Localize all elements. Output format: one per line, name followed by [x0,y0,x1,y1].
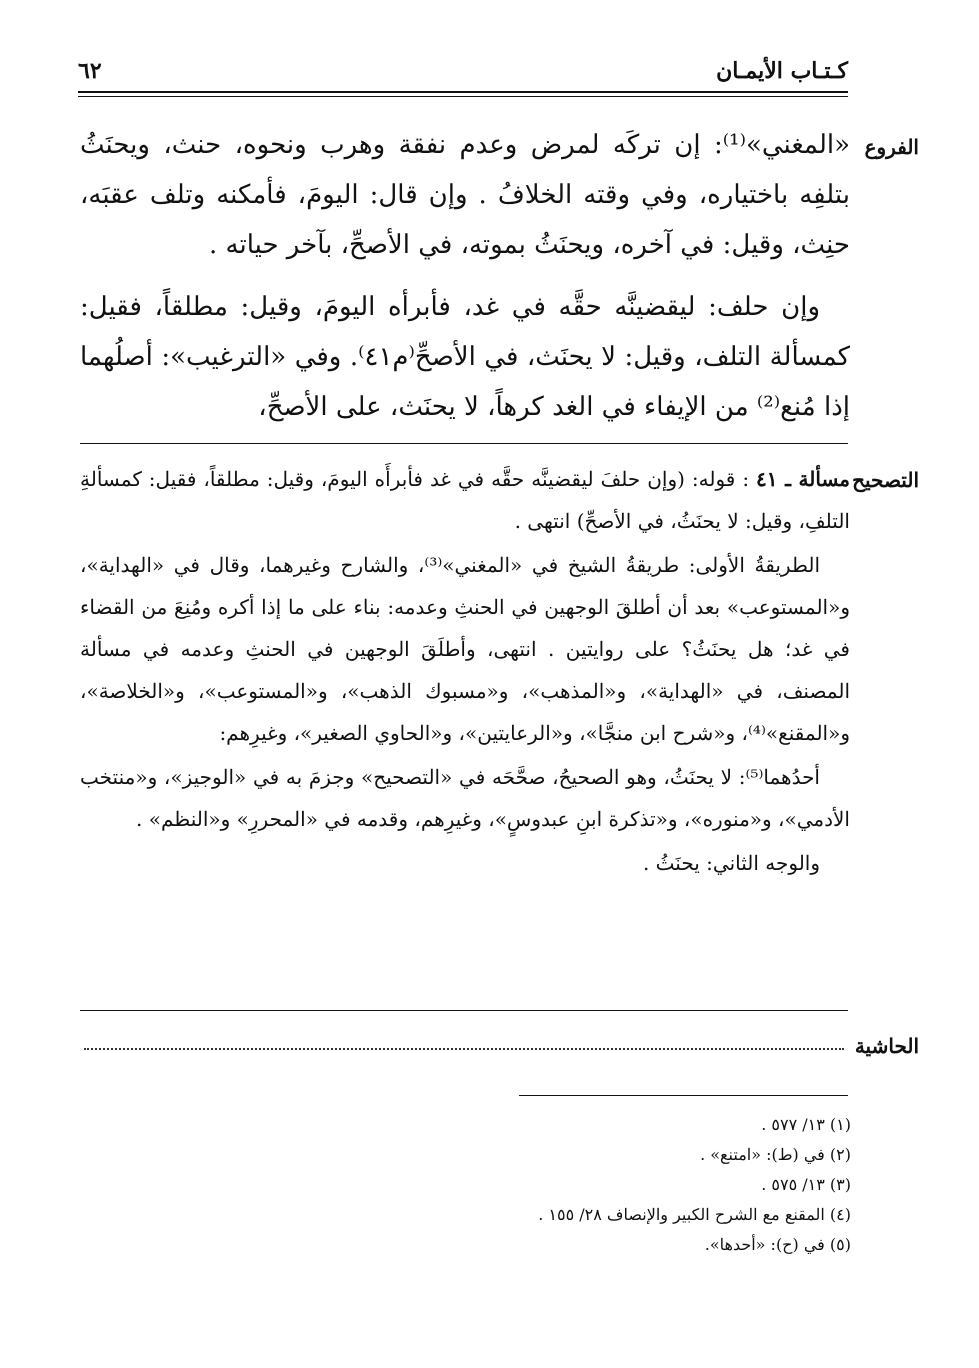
section-separator [80,1010,848,1011]
tashih-paragraph-4: والوجه الثاني: يحنَثُ . [642,851,820,875]
header-rule-thin [78,96,848,97]
label-tashih: التصحيح [852,468,919,492]
page-number: ٦٢ [78,58,102,84]
label-hashiya: الحاشية [854,1034,919,1058]
tashih-text [80,458,850,884]
tashih-paragraph-3: أحدُهما⁽⁵⁾: لا يحنَثُ، وهو الصحيحُ، صحَّحَه في «التصحيح» وجزمَ به في «الوجيز»، و«منتخب الأدمي»، و«منوره»، و«تذكرة ابنِ عبدوسٍ»، وغيرِهم، وقدمه في «المحررِ» و«النظم» . [80,765,850,831]
masala-text: : قوله: (وإن حلفَ ليقضينَّه حقَّه في غد فأبرأَه اليومَ، وقيل: مطلقاً، فقيل: كمسألةِ التلفِ، وقيل: لا يحنَثُ، في الأصحِّ) انتهى . [80,467,850,533]
tashih-paragraph-1 [80,458,850,542]
footnote-item: (٥) في (ح): «أحدها». [704,1235,851,1254]
footnote-item: (٢) في (ط): «امتنع» . [700,1145,851,1164]
furu-text [80,120,850,432]
footnote-item: (١) ١٣/ ٥٧٧ . [761,1115,851,1134]
tashih-paragraph-2: الطريقةُ الأولى: طريقةُ الشيخ في «المغني»⁽³⁾، والشارح وغيرهما، وقال في «الهداية»، و«المستوعب» بعد أن أطلقَ الوجهين في الحنثِ وعدمه: بناء على ما إذا أكره ومُنِعَ من القضاء في غد؛ هل يحنَثُ؟ على روايتين . انتهى، وأطلَقَ الوجهين في الحنثِ وعدمه في مسألة المصنف، في «الهداية»، و«المذهب»، و«مسبوك الذهب»، و«المستوعب»، و«الخلاصة»، و«المقنع»⁽⁴⁾، و«شرح ابن منجَّا»، و«الرعايتين»، و«الحاوي الصغير»، وغيرِهم: [80,553,850,745]
footnote-item: (٣) ١٣/ ٥٧٥ . [761,1175,851,1194]
running-header [78,58,848,92]
chapter-title: كـتـاب الأيمـان [716,58,848,84]
footnote-rule [519,1095,848,1096]
header-rule-thick [78,91,848,93]
furu-paragraph-1: «المغني»⁽¹⁾: إن تركَه لمرض وعدم نفقة وهرب ونحوه، حنث، ويحنَثُ بتلفِه باختياره، وفي وقته الخلافُ . وإن قال: اليومَ، فأمكنه وتلف عقبَه، حنِث، وقيل: في آخره، ويحنَثُ بموته، في الأصحِّ، بآخر حياته . [80,130,850,260]
hashiya-dotted-line [84,1048,844,1050]
furu-paragraph-2: وإن حلف: ليقضينَّه حقَّه في غد، فأبرأه اليومَ، وقيل: مطلقاً، فقيل: كمسألة التلف، وقيل: لا يحنَث، في الأصحِّ⁽م٤١⁾. وفي «الترغيب»: أصلُهما إذا مُنع⁽²⁾ من الإيفاء في الغد كرهاً، لا يحنَث، على الأصحِّ، [80,292,850,422]
footnotes [351,1110,851,1260]
section-separator [80,443,848,444]
label-furu: الفروع [864,135,919,159]
masala-heading: مسألة ـ ٤١ [756,467,851,491]
footnote-item: (٤) المقنع مع الشرح الكبير والإنصاف ٢٨/ ١٥٥ . [538,1205,851,1224]
